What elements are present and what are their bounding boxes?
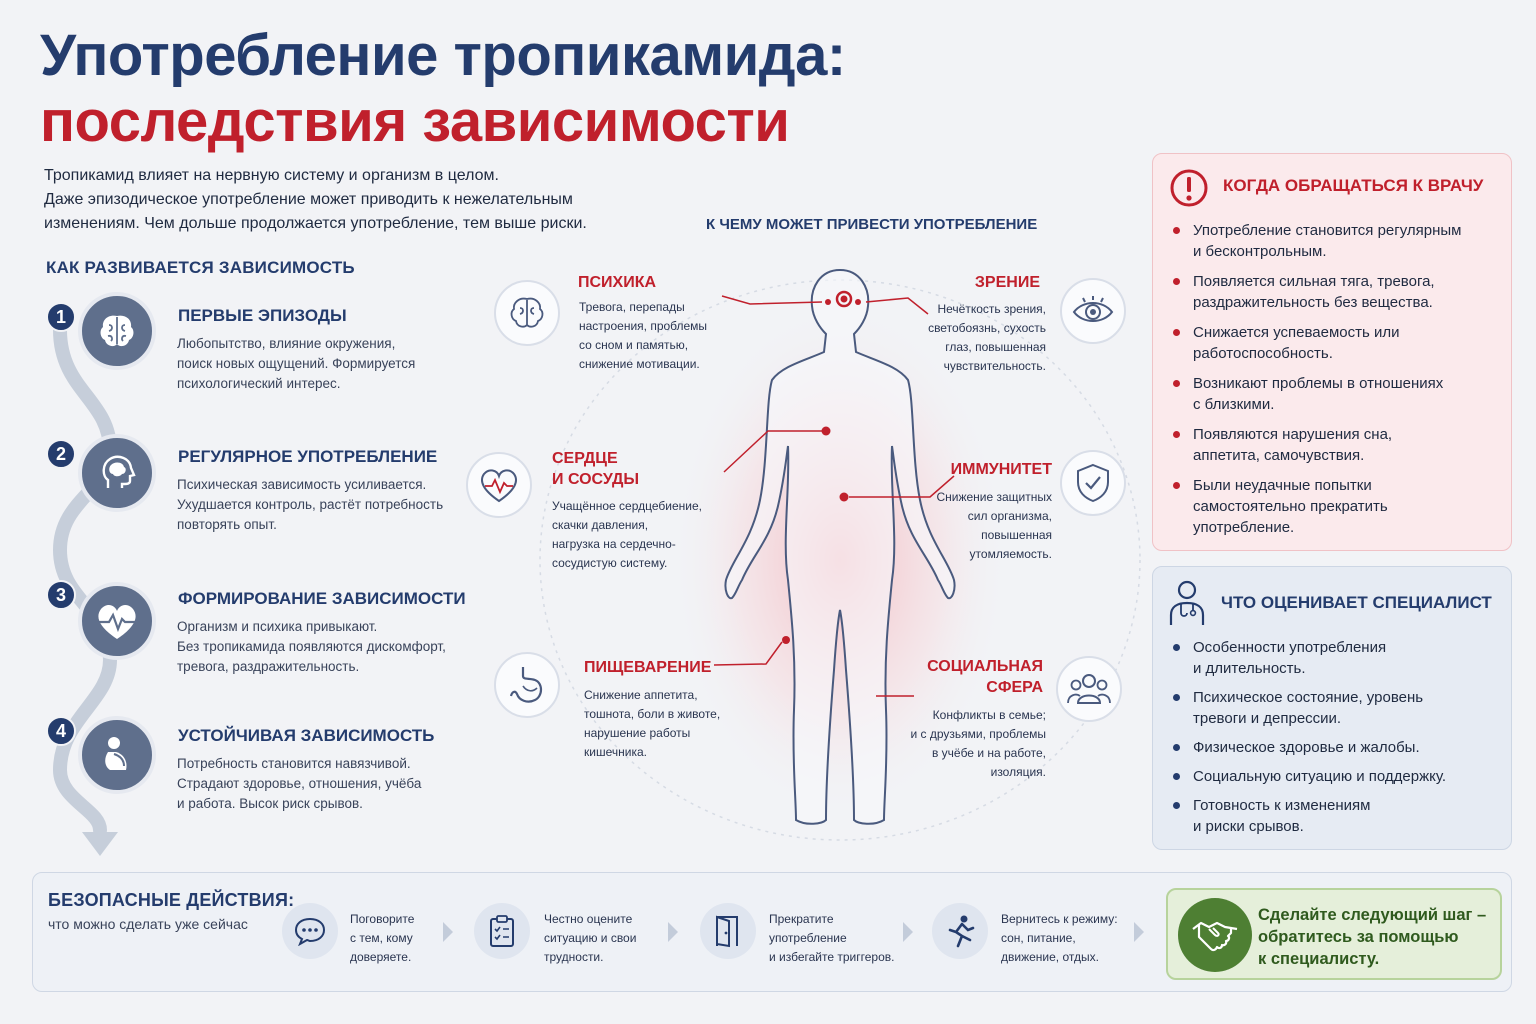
arrow-right-icon	[668, 922, 678, 942]
list-item	[1171, 475, 1462, 538]
list-item	[1171, 373, 1462, 415]
cta-line: к специалисту.	[1258, 950, 1380, 968]
vision-title: ЗРЕНИЕ	[974, 274, 1040, 291]
stage-2-line: Психическая зависимость усиливается.	[177, 477, 427, 492]
stage-4-line: Потребность становится навязчивой.	[177, 756, 411, 771]
action-1-icon-circle	[282, 903, 338, 959]
digestion-line: нарушение работы	[584, 726, 691, 740]
list-item-line: и длительность.	[1193, 660, 1306, 677]
psyche-line: Тревога, перепады	[579, 300, 685, 314]
vision-line: чувствительность.	[943, 359, 1046, 373]
list-item-line: и бесконтрольным.	[1193, 243, 1327, 260]
action-2-line: ситуацию и свои	[544, 931, 637, 945]
eye-icon	[1071, 294, 1115, 328]
bullet-dot	[1173, 278, 1180, 285]
list-item-line: тревоги и депрессии.	[1193, 710, 1342, 727]
list-item-line: Были неудачные попытки	[1193, 477, 1372, 494]
immunity-line: повышенная	[981, 528, 1052, 542]
list-item-line: Снижается успеваемость или	[1193, 324, 1400, 341]
list-item	[1171, 766, 1446, 787]
door-exit-icon	[713, 914, 743, 948]
social-title-line: СОЦИАЛЬНАЯ	[927, 658, 1043, 675]
action-1-line: с тем, кому	[350, 931, 413, 945]
list-item-line: Употребление становится регулярным	[1193, 222, 1462, 239]
bullet-dot	[1173, 227, 1180, 234]
digestion-icon-circle	[494, 652, 560, 718]
immunity-title: ИММУНИТЕТ	[950, 461, 1052, 478]
stage-4-badge	[78, 716, 156, 794]
list-item	[1171, 687, 1446, 729]
social-line: Конфликты в семье;	[932, 708, 1046, 722]
stage-3-number: 3	[46, 580, 76, 610]
vision-text	[880, 300, 1046, 376]
stage-4-text	[177, 754, 421, 814]
action-3-line: и избегайте триггеров.	[769, 950, 895, 964]
list-item-line: и риски срывов.	[1193, 818, 1304, 835]
bullet-dot	[1173, 380, 1180, 387]
cta-line: обратитесь за помощью	[1258, 928, 1459, 946]
list-item	[1171, 795, 1446, 837]
bullet-dot	[1173, 329, 1180, 336]
heart-title-line: СЕРДЦЕ	[552, 450, 618, 467]
intro-line: Тропикамид влияет на нервную систему и организм в целом.	[44, 167, 499, 184]
list-item-line: самостоятельно прекратить	[1193, 498, 1388, 515]
list-item	[1171, 271, 1462, 313]
arrow-right-icon	[1134, 922, 1144, 942]
stage-2-line: Ухудшается контроль, растёт потребность	[177, 497, 444, 512]
immunity-line: утомляемость.	[969, 547, 1052, 561]
action-2-line: Честно оцените	[544, 912, 633, 926]
psyche-line: со сном и памятью,	[579, 338, 689, 352]
alert-icon	[1169, 168, 1209, 208]
intro-line: изменениям. Чем дольше продолжается употребление, тем выше риски.	[44, 215, 587, 232]
list-item	[1171, 737, 1446, 758]
cta-text	[1258, 904, 1486, 970]
brain-icon	[507, 293, 547, 333]
list-item-line: Появляется сильная тяга, тревога,	[1193, 273, 1435, 290]
stage-3-line: Без тропикамида появляются дискомфорт,	[177, 639, 446, 654]
action-4-line: Вернитесь к режиму:	[1001, 912, 1118, 926]
social-title	[900, 656, 1043, 698]
stage-2-line: повторять опыт.	[177, 517, 277, 532]
list-item-line: Готовность к изменениям	[1193, 797, 1371, 814]
stage-2-number: 2	[46, 439, 76, 469]
people-icon	[1066, 671, 1112, 707]
stage-3-text	[177, 617, 446, 677]
action-1-line: доверяете.	[350, 950, 412, 964]
arrow-right-icon	[443, 922, 453, 942]
social-text	[880, 706, 1046, 782]
head-brain-icon	[94, 450, 140, 496]
heart-line: нагрузка на сердечно-	[552, 537, 676, 551]
cta-line: Сделайте следующий шаг –	[1258, 906, 1487, 924]
list-item-line: Возникают проблемы в отношениях	[1193, 375, 1444, 392]
specialist-panel	[1152, 566, 1512, 850]
page-title: Употребление тропикамида:	[40, 23, 846, 88]
stage-1-line: поиск новых ощущений. Формируется	[177, 356, 416, 371]
heart-icon-circle	[466, 452, 532, 518]
list-item	[1171, 424, 1462, 466]
intro-text	[44, 164, 644, 236]
clipboard-icon	[488, 914, 516, 948]
doctor-list	[1171, 220, 1462, 547]
chat-bubble-icon	[293, 916, 327, 946]
heart-title	[552, 448, 639, 490]
vision-icon-circle	[1060, 278, 1126, 344]
stage-3-line: тревога, раздражительность.	[177, 659, 360, 674]
stage-2-text	[177, 475, 443, 535]
psyche-icon-circle	[494, 280, 560, 346]
list-item	[1171, 637, 1446, 679]
social-line: и с друзьями, проблемы	[910, 727, 1046, 741]
stages-heading: КАК РАЗВИВАЕТСЯ ЗАВИСИМОСТЬ	[46, 258, 355, 277]
bullet-dot	[1173, 744, 1180, 751]
immunity-line: сил организма,	[967, 509, 1052, 523]
digestion-line: Снижение аппетита,	[584, 688, 698, 702]
psyche-text	[579, 298, 707, 374]
bullet-dot	[1173, 802, 1180, 809]
immunity-text	[900, 488, 1052, 564]
action-3-text	[769, 910, 894, 967]
psyche-line: настроения, проблемы	[579, 319, 708, 333]
list-item	[1171, 322, 1462, 364]
doctor-icon	[1165, 577, 1209, 627]
actions-subheading: что можно сделать уже сейчас	[48, 916, 248, 932]
action-3-icon-circle	[700, 903, 756, 959]
heart-pulse-icon	[93, 599, 141, 643]
heart-title-line: И СОСУДЫ	[552, 471, 640, 488]
bullet-dot	[1173, 694, 1180, 701]
action-2-text	[544, 910, 636, 967]
action-1-text	[350, 910, 414, 967]
brain-icon	[94, 308, 140, 354]
list-item-line: с близкими.	[1193, 396, 1275, 413]
stage-1-line: Любопытство, влияние окружения,	[177, 336, 396, 351]
vision-line: глаз, повышенная	[945, 340, 1046, 354]
stage-1-title: ПЕРВЫЕ ЭПИЗОДЫ	[178, 306, 347, 325]
action-4-line: сон, питание,	[1001, 931, 1076, 945]
social-line: в учёбе и на работе,	[931, 746, 1046, 760]
page-subtitle: последствия зависимости	[40, 89, 790, 154]
list-item-line: Физическое здоровье и жалобы.	[1193, 739, 1420, 756]
specialist-heading: ЧТО ОЦЕНИВАЕТ СПЕЦИАЛИСТ	[1221, 593, 1492, 612]
action-4-line: движение, отдых.	[1001, 950, 1099, 964]
bullet-dot	[1173, 431, 1180, 438]
action-1-line: Поговорите	[350, 912, 415, 926]
list-item-line: Появляются нарушения сна,	[1193, 426, 1393, 443]
digestion-line: тошнота, боли в животе,	[584, 707, 721, 721]
stage-4-title: УСТОЙЧИВАЯ ЗАВИСИМОСТЬ	[178, 726, 435, 745]
list-item-line: Особенности употребления	[1193, 639, 1387, 656]
bullet-dot	[1173, 773, 1180, 780]
doctor-panel	[1152, 153, 1512, 551]
stage-3-badge	[78, 582, 156, 660]
stage-1-number: 1	[46, 302, 76, 332]
heart-line: скачки давления,	[552, 518, 649, 532]
stomach-icon	[507, 664, 547, 706]
action-4-icon-circle	[932, 903, 988, 959]
bullet-dot	[1173, 644, 1180, 651]
stage-4-line: и работа. Высок риск срывов.	[177, 796, 363, 811]
stage-1-line: психологический интерес.	[177, 376, 341, 391]
bullet-dot	[1173, 482, 1180, 489]
stage-4-number: 4	[46, 716, 76, 746]
list-item-line: работоспособность.	[1193, 345, 1333, 362]
list-item-line: употребление.	[1193, 519, 1295, 536]
stage-2-badge	[78, 434, 156, 512]
action-3-line: употребление	[769, 931, 847, 945]
digestion-text	[584, 686, 720, 762]
action-2-line: трудности.	[544, 950, 604, 964]
action-2-icon-circle	[474, 903, 530, 959]
stage-3-title: ФОРМИРОВАНИЕ ЗАВИСИМОСТИ	[178, 589, 466, 608]
list-item-line: Психическое состояние, уровень	[1193, 689, 1424, 706]
heart-line: сосудистую систему.	[552, 556, 668, 570]
list-item-line: аппетита, самочувствия.	[1193, 447, 1365, 464]
immunity-line: Снижение защитных	[936, 490, 1052, 504]
vision-line: светобоязнь, сухость	[928, 321, 1046, 335]
specialist-list	[1171, 637, 1446, 845]
doctor-heading: КОГДА ОБРАЩАТЬСЯ К ВРАЧУ	[1223, 176, 1484, 195]
social-icon-circle	[1056, 656, 1122, 722]
cta-button[interactable]	[1166, 888, 1502, 980]
digestion-title: ПИЩЕВАРЕНИЕ	[584, 659, 712, 676]
immunity-icon-circle	[1060, 450, 1126, 516]
arrow-right-icon	[903, 922, 913, 942]
stage-1-badge	[78, 292, 156, 370]
heart-pulse-icon	[477, 465, 521, 505]
shield-icon	[1074, 462, 1112, 504]
action-4-text	[1001, 910, 1118, 967]
body-heading: К ЧЕМУ МОЖЕТ ПРИВЕСТИ УПОТРЕБЛЕНИЕ	[706, 216, 1038, 233]
actions-heading: БЕЗОПАСНЫЕ ДЕЙСТВИЯ:	[48, 890, 295, 910]
stage-3-line: Организм и психика привыкают.	[177, 619, 378, 634]
intro-line: Даже эпизодическое употребление может приводить к нежелательным	[44, 191, 573, 208]
list-item-line: раздражительность без вещества.	[1193, 294, 1433, 311]
running-person-icon	[944, 914, 976, 948]
psyche-line: снижение мотивации.	[579, 357, 700, 371]
social-line: изоляция.	[990, 765, 1046, 779]
sitting-person-icon	[94, 732, 140, 778]
list-item-line: Социальную ситуацию и поддержку.	[1193, 768, 1447, 785]
digestion-line: кишечника.	[584, 745, 647, 759]
stage-1-text	[177, 334, 415, 394]
psyche-title: ПСИХИКА	[578, 274, 657, 291]
stage-2-title: РЕГУЛЯРНОЕ УПОТРЕБЛЕНИЕ	[178, 447, 438, 466]
stage-4-line: Страдают здоровье, отношения, учёба	[177, 776, 422, 791]
vision-line: Нечёткость зрения,	[937, 302, 1046, 316]
action-3-line: Прекратите	[769, 912, 834, 926]
heart-text	[552, 497, 702, 573]
heart-line: Учащённое сердцебиение,	[552, 499, 702, 513]
list-item	[1171, 220, 1462, 262]
social-title-line: СФЕРА	[986, 679, 1043, 696]
handshake-icon	[1191, 915, 1239, 955]
cta-icon-circle	[1178, 898, 1252, 972]
